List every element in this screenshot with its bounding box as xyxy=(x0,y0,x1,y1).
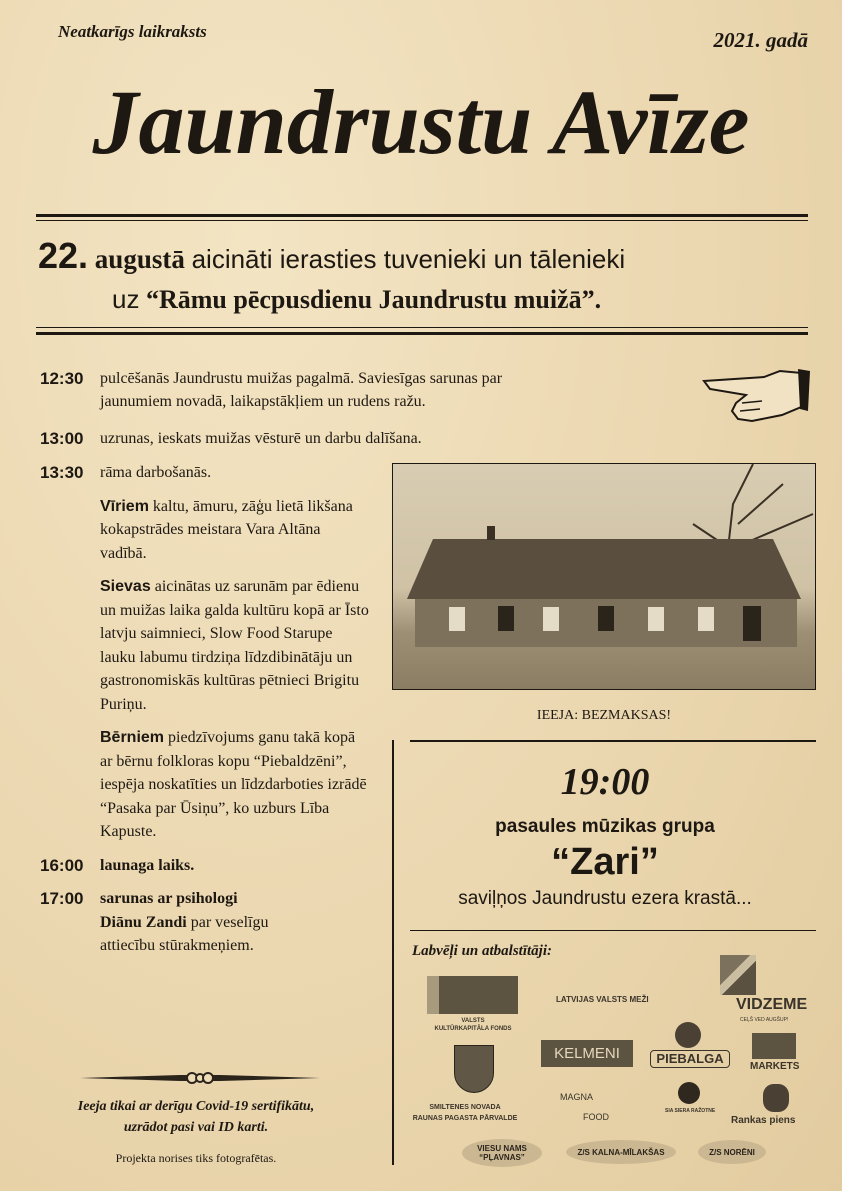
cow-icon xyxy=(763,1084,789,1112)
sponsor-plavnas: VIESU NAMS “PĻAVNAS” xyxy=(462,1139,542,1167)
manor-photo xyxy=(392,463,816,690)
time-1700: 17:00 xyxy=(40,889,84,908)
concert-line1: pasaules mūzikas grupa xyxy=(495,816,715,837)
headline-line2: uz “Rāmu pēcpusdienu Jaundrustu muižā”. xyxy=(112,284,602,314)
headline-line1 xyxy=(38,236,625,279)
year: 2021. gadā xyxy=(713,28,808,52)
vkkf-logo: VALSTS KULTŪRKAPITĀLA FONDS xyxy=(434,1018,512,1032)
page-title: Jaundrustu Avīze xyxy=(92,71,750,173)
time-1300: 13:00 xyxy=(40,429,84,448)
band-name: “Zari” xyxy=(551,841,659,883)
smiltene-coat-of-arms xyxy=(454,1045,494,1093)
time-1230: 12:30 xyxy=(40,369,84,388)
schedule-column xyxy=(40,461,375,968)
headline-text: aicināti ierasties tuvenieki un tālenieki xyxy=(191,244,626,274)
time-1600: 16:00 xyxy=(40,855,84,875)
schedule-text: uzrunas, ieskats muižas vēsturē un darbu dalīšana. xyxy=(100,430,422,447)
schedule-row-1600 xyxy=(40,854,375,878)
event-name: “Rāmu pēcpusdienu Jaundrustu muižā”. xyxy=(145,285,602,314)
siers-logo: SIA SIERA RAŽOTNE xyxy=(665,1108,716,1114)
markets-logo: MARKETS xyxy=(750,1061,800,1072)
rankas-logo: Rankas piens xyxy=(731,1115,796,1126)
divider xyxy=(36,332,808,335)
lvm-logo: LATVIJAS VALSTS MEŽI xyxy=(556,995,649,1004)
divider xyxy=(410,930,816,931)
divider xyxy=(36,220,808,221)
vidzeme-tagline: CEĻŠ VED AUGŠUP! xyxy=(740,1017,789,1023)
activity-men: Vīriem kaltu, āmuru, zāģu lietā likšana kokapstrādes meistara Vara Altāna vadībā. xyxy=(100,497,353,562)
sponsor-noreni: Z/S NORĒNI xyxy=(698,1140,766,1164)
piebalga-emblem xyxy=(675,1022,701,1048)
divider xyxy=(36,214,808,217)
photo-notice: Projekta norises tiks fotografētas. xyxy=(115,1151,277,1165)
vidzeme-logo: VIDZEME xyxy=(736,996,808,1013)
markets-mark xyxy=(752,1033,796,1059)
headline-month: augustā xyxy=(94,244,185,274)
concert-line2: saviļņos Jaundrustu ezera krastā... xyxy=(458,888,752,909)
smiltene-logo: SMILTENES NOVADA RAUNAS PAGASTA PĀRVALDE xyxy=(412,1104,518,1122)
schedule-row-1700 xyxy=(40,887,375,958)
activity-women: Sievas aicinātas uz sarunām par ēdienu un muižas laika galda kultūru kopā ar Īsto latvju saimnieci, Slow Food Starupe lauku labumu tirdziņa līdzdibinātāju un gastronomiskās kultūras pētnieci Brigitu Puriņu. xyxy=(100,578,369,713)
kelmeni-logo: KELMENI xyxy=(541,1040,633,1067)
activity-children: Bērniem piedzīvojums ganu takā kopā ar bērnu folkloras kopu “Piebaldzēni”, iespēja noskatīties un līdzdarboties izrādē “Pasaka par Ūsiņu”, ko uzburs Lība Kapuste. xyxy=(100,729,367,840)
piebalga-logo: PIEBALGA xyxy=(650,1050,730,1068)
covid-notice-2: uzrādot pasi vai ID karti. xyxy=(123,1120,269,1135)
schedule-row-1330 xyxy=(40,461,375,485)
time-1330: 13:30 xyxy=(40,463,84,482)
schedule-text: jaunumiem novadā, laikapstākļiem un rudens ražu. xyxy=(100,393,426,410)
covid-notice: Ieeja tikai ar derīgu Covid-19 sertifikātu, xyxy=(77,1099,315,1114)
tagline: Neatkarīgs laikraksts xyxy=(58,22,207,41)
concert-time: 19:00 xyxy=(560,761,650,803)
vidzeme-mark xyxy=(720,955,756,995)
pointing-hand-icon xyxy=(702,365,812,427)
headline-day: 22. xyxy=(38,235,89,276)
schedule-text: launaga laiks. xyxy=(100,856,195,874)
magna-logo-food: FOOD xyxy=(583,1112,609,1122)
divider xyxy=(410,740,816,742)
schedule-text: sarunas ar psihologi Diānu Zandi par veselīgu attiecību stūrakmeņiem. xyxy=(100,890,269,954)
entry-free: IEEJA: BEZMAKSAS! xyxy=(536,708,672,723)
sponsors-heading: Labvēļi un atbalstītāji: xyxy=(412,943,553,959)
schedule-text: pulcēšanās Jaundrustu muižas pagalmā. Saviesīgas sarunas par xyxy=(100,370,503,387)
sponsor-kalna-milaksas: Z/S KALNA-MĪLAKŠAS xyxy=(566,1140,676,1164)
divider xyxy=(36,327,808,328)
siers-emblem xyxy=(678,1082,700,1104)
schedule-text: rāma darbošanās. xyxy=(100,464,212,481)
vkkf-logo-mark xyxy=(427,976,518,1014)
magna-logo: MAGNA xyxy=(560,1092,594,1102)
ornament-divider xyxy=(80,1071,320,1085)
